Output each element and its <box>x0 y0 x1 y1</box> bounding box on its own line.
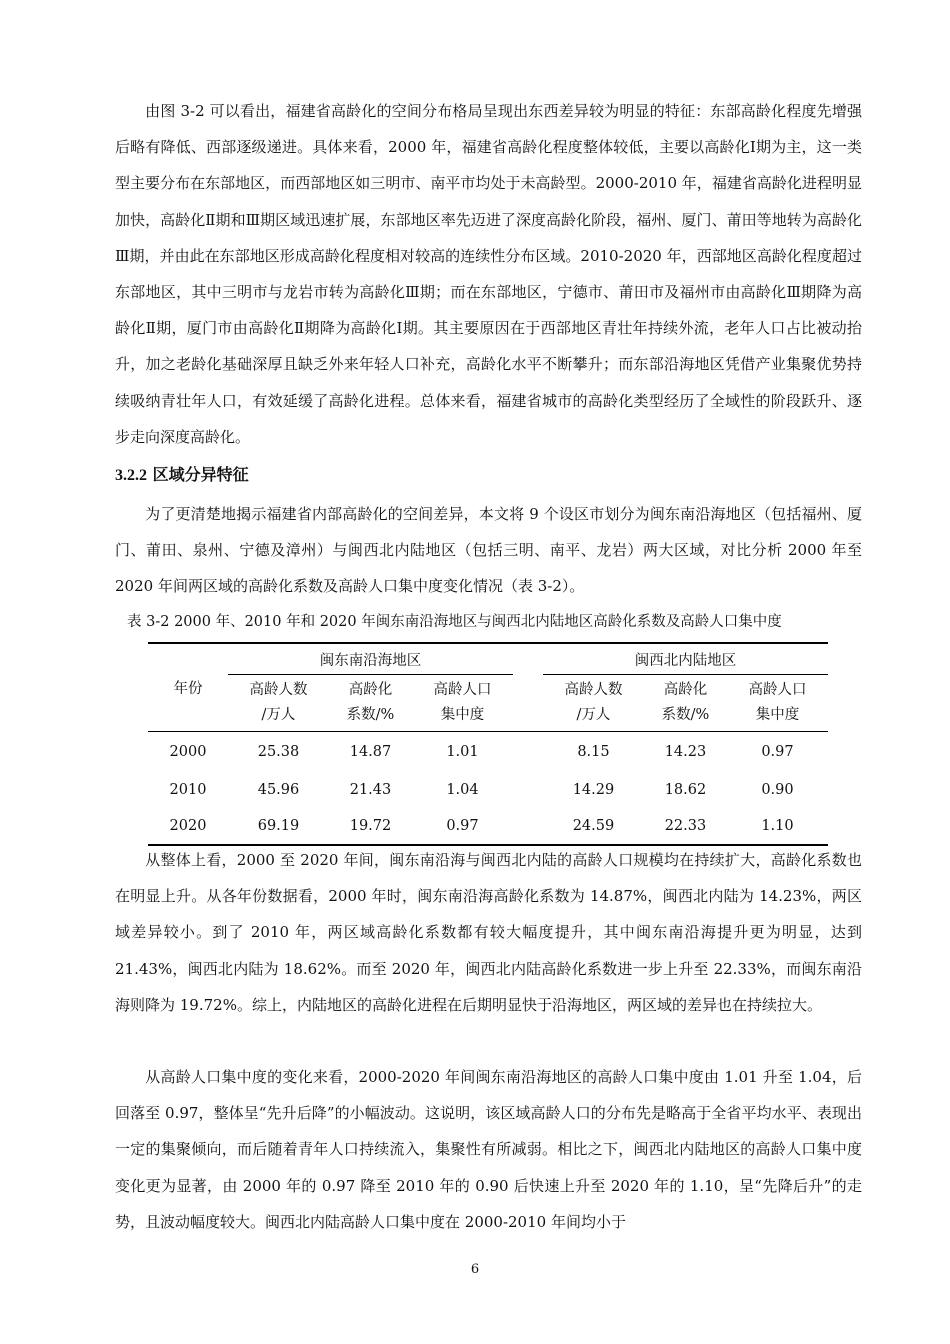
data-table <box>148 642 828 846</box>
group-header-west: 闽西北内陆地区 <box>543 643 828 675</box>
group-header-east: 闽东南沿海地区 <box>228 643 513 675</box>
paragraph-analysis-coefficient: 从整体上看，2000 至 2020 年间，闽东南沿海与闽西北内陆的高龄人口规模均在持续扩大，高龄化系数也在明显上升。从各年份数据看，2000 年时，闽东南沿海高龄化系数为 14.87%，闽西北内陆为 14.23%，两区域差异较小。到了 2010 年，两区域高龄化系数都有较大幅度提升，其中闽东南沿海提升更为明显，达到 21.43%，闽西北内陆为 18.62%。而至 2020 年，闽西北内陆高龄化系数进一步上升至 22.33%，而闽东南沿海则降为 19.72%。综上，内陆地区的高龄化进程在后期明显快于沿海地区，两区域的差异也在持续拉大。 <box>115 851 862 1014</box>
paragraph-analysis-concentration: 从高龄人口集中度的变化来看，2000-2020 年间闽东南沿海地区的高龄人口集中度由 1.01 升至 1.04，后回落至 0.97，整体呈“先升后降”的小幅波动。这说明，该区域高龄人口的分布先是略高于全省平均水平、表现出一定的集聚倾向，而后随着青年人口持续流入，集聚性有所减弱。相比之下，闽西北内陆地区的高龄人口集中度变化更为显著，由 2000 年的 0.97 降至 2010 年的 0.90 后快速上升至 2020 年的 1.10，呈“先降后升”的走势，且波动幅度较大。闽西北内陆高龄人口集中度在 2000-2010 年间均小于 <box>115 1068 862 1231</box>
col-header-pop-east: 高龄人数 /万人 <box>249 682 308 723</box>
page-number: 6 <box>470 1262 480 1277</box>
table-subheader-row <box>148 675 828 732</box>
col-header-conc-east: 高龄人口 集中度 <box>433 682 492 723</box>
section-number: 3.2.2 <box>115 467 147 484</box>
section-title: 区域分异特征 <box>152 465 249 484</box>
year-header: 年份 <box>148 643 228 732</box>
table-row: 2020 69.19 19.72 0.97 24.59 22.33 1.10 <box>148 808 828 845</box>
paragraph-intro: 为了更清楚地揭示福建省内部高龄化的空间差异，本文将 9 个设区市划分为闽东南沿海地区（包括福州、厦门、莆田、泉州、宁德及漳州）与闽西北内陆地区（包括三明、南平、龙岩）两大区域，对比分析 2000 年至 2020 年间两区域的高龄化系数及高龄人口集中度变化情况（表 3-2）。 <box>115 505 862 596</box>
table-row: 2010 45.96 21.43 1.04 14.29 18.62 0.90 <box>169 782 794 798</box>
section-heading <box>115 462 249 485</box>
col-header-conc-west: 高龄人口 集中度 <box>748 682 807 723</box>
col-header-pop-west: 高龄人数 /万人 <box>564 682 623 723</box>
table-header-row <box>148 643 828 675</box>
col-header-coef-east: 高龄化 系数/% <box>346 682 395 723</box>
table-caption: 表 3-2 2000 年、2010 年和 2020 年闽东南沿海地区与闽西北内陆地区高龄化系数及高龄人口集中度 <box>127 614 782 630</box>
paragraph-spatial-pattern: 由图 3-2 可以看出，福建省高龄化的空间分布格局呈现出东西差异较为明显的特征：东部高龄化程度先增强后略有降低、西部逐级递进。具体来看，2000 年，福建省高龄化程度整体较低，主要以高龄化Ⅰ期为主，这一类型主要分布在东部地区，而西部地区如三明市、南平市均处于未高龄型。2000-2010 年，福建省高龄化进程明显加快，高龄化Ⅱ期和Ⅲ期区域迅速扩展，东部地区率先迈进了深度高龄化阶段，福州、厦门、莆田等地转为高龄化Ⅲ期，并由此在东部地区形成高龄化程度相对较高的连续性分布区域。2010-2020 年，西部地区高龄化程度超过东部地区，其中三明市与龙岩市转为高龄化Ⅲ期；而在东部地区，宁德市、莆田市及福州市由高龄化Ⅲ期降为高龄化Ⅱ期，厦门市由高龄化Ⅱ期降为高龄化Ⅰ期。其主要原因在于西部地区青壮年持续外流，老年人口占比被动抬升，加之老龄化基础深厚且缺乏外来年轻人口补充，高龄化水平不断攀升；而东部沿海地区凭借产业集聚优势持续吸纳青壮年人口，有效延缓了高龄化进程。总体来看，福建省城市的高龄化类型经历了全域性的阶段跃升、逐步走向深度高龄化。 <box>115 102 862 446</box>
table-row: 2000 25.38 14.87 1.01 8.15 14.23 0.97 <box>148 732 828 773</box>
col-header-coef-west: 高龄化 系数/% <box>661 682 710 723</box>
